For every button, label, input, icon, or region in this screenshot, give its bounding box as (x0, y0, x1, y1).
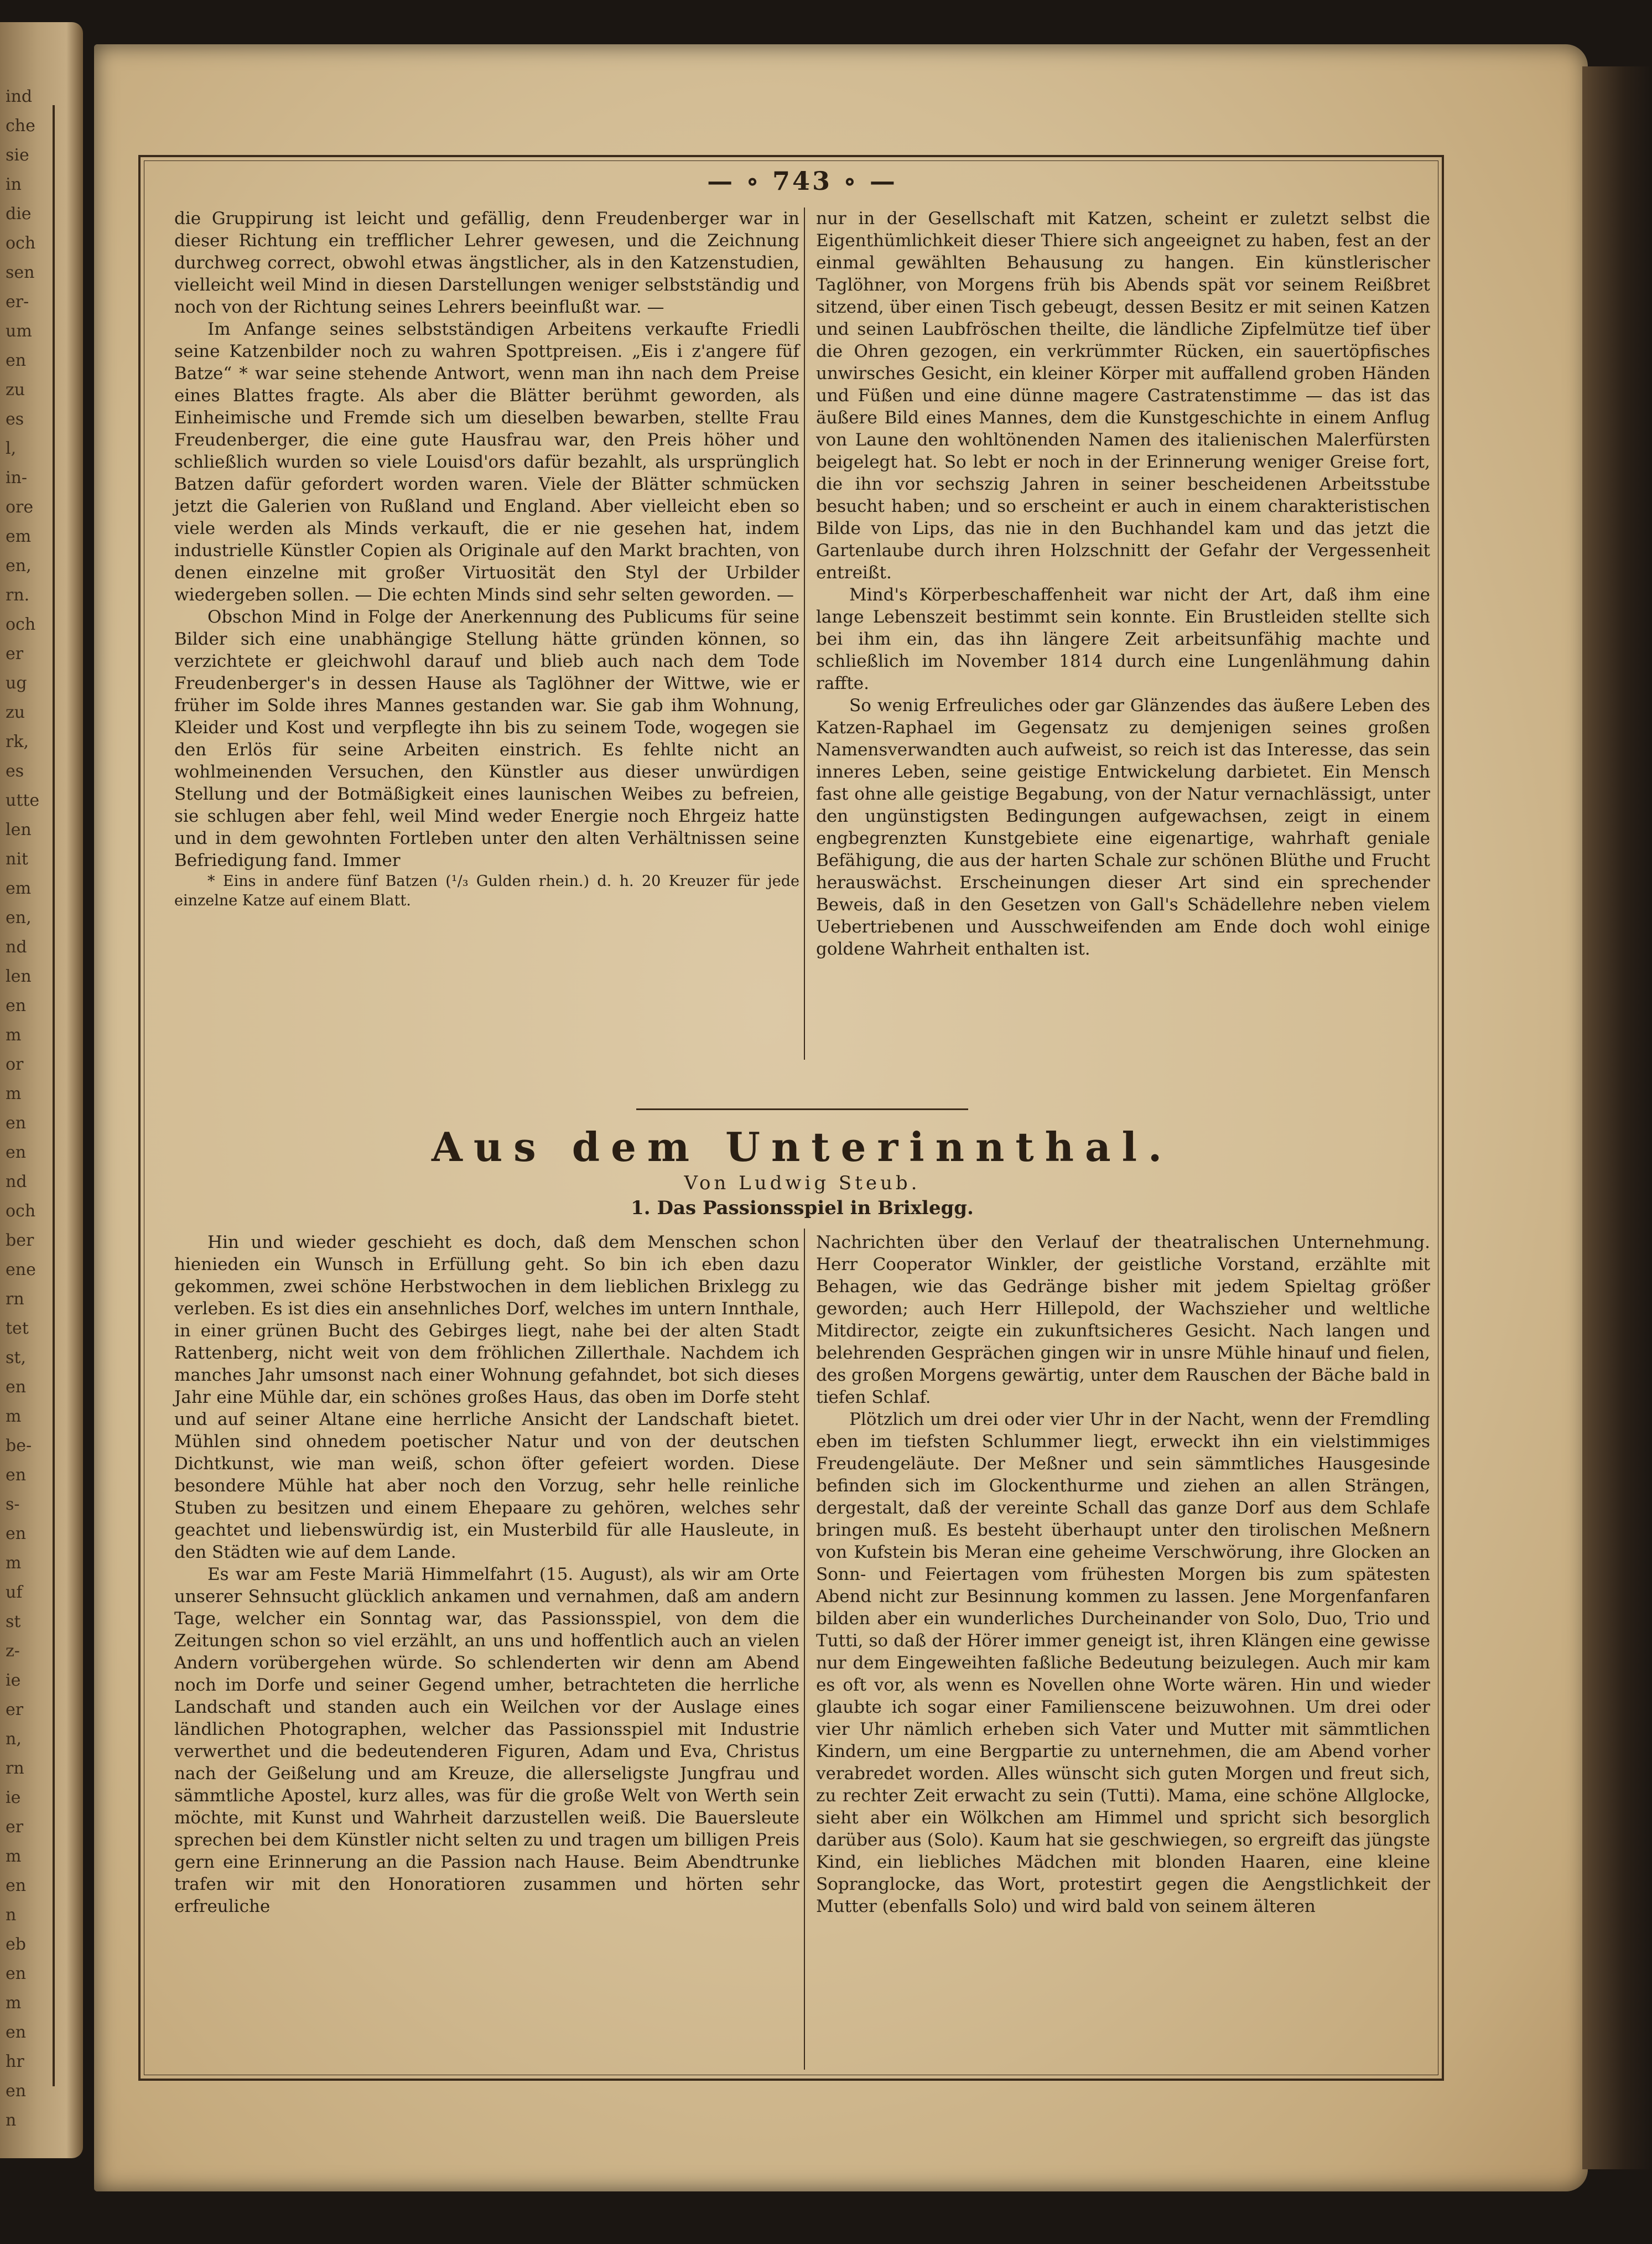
left-page-fragment: z- (6, 1641, 20, 1661)
left-page-fragment: och (6, 1201, 36, 1221)
paragraph: Nachrichten über den Verlauf der theatralischen Unternehmung. Herr Cooperator Winkler, der geistliche Vorstand, erzählte mit Behagen, wie das Gedränge bisher mit jedem Spieltag größer geworden; auch Herr Hillepold, der Wachszieher und weltliche Mitdirector, zeigte ein zukunftsicheres Gesicht. Nach langen und belehrenden Gesprächen gingen wir in unsre Mühle hinauf und fielen, des großen Morgens gewärtig, unter dem Rauschen der Bäche bald in tiefen Schlaf. (816, 1232, 1430, 1407)
left-page-fragment: l, (6, 439, 17, 458)
left-page-fragment: utte (6, 791, 40, 810)
left-page-fragment: tet (6, 1319, 29, 1338)
left-page-fragment: zu (6, 703, 25, 722)
column-divider-bottom (804, 1229, 805, 2070)
left-page-fragment: um (6, 322, 32, 341)
left-page-fragment: en, (6, 908, 32, 927)
page-number: — ∘ 743 ∘ — (707, 166, 897, 196)
left-page-fragment: m (6, 1553, 22, 1573)
left-page-fragment: er (6, 1817, 24, 1837)
left-page-fragment: en (6, 996, 27, 1015)
left-page-fragment: en (6, 1964, 27, 1983)
column-bottom-left (174, 1231, 799, 2061)
left-page-fragment: ber (6, 1231, 34, 1250)
left-page-fragment: sie (6, 146, 29, 165)
article-section-heading: 1. Das Passionsspiel in Brixlegg. (631, 1197, 974, 1219)
column-bottom-right (816, 1231, 1430, 2061)
article-author: Von Ludwig Steub. (684, 1172, 921, 1194)
paragraph: die Gruppirung ist leicht und gefällig, denn Freudenberger war in dieser Richtung ein trefflicher Lehrer gewesen, und die Zeichnung durchweg correct, obwohl etwas ängstlicher, als in den Katzenstudien, vielleicht weil Mind in diesen Darstellungen weniger selbstständig und noch von der Richtung seines Lehrers beeinflußt war. — (174, 209, 799, 317)
left-page-fragment: es (6, 761, 24, 781)
left-page-fragment: m (6, 1407, 22, 1426)
paragraph: Mind's Körperbeschaffenheit war nicht der Art, daß ihm eine lange Lebenszeit bestimmt sein konnte. Ein Brustleiden stellte sich bei ihm ein, das ihn längere Zeit arbeitsunfähig machte und schließlich im November 1814 durch eine Lungenlähmung dahin raffte. (816, 585, 1430, 693)
left-page-fragment: in (6, 175, 22, 194)
left-page-fragment: och (6, 234, 36, 253)
left-page-fragment: m (6, 1084, 22, 1103)
left-page-fragment: en (6, 1143, 27, 1162)
paragraph: Es war am Feste Mariä Himmelfahrt (15. August), als wir am Orte unserer Sehnsucht glücklich ankamen und vernahmen, daß am andern Tage, welcher ein Sonntag war, das Passionsspiel, von dem die Zeitungen schon so viel erzählt, an uns und hoffentlich auch an vielen Andern vorübergehen würde. So schlenderten wir denn am Abend noch im Dorfe und seiner Gegend umher, betrachteten die herrliche Landschaft und standen auch ein Weilchen vor der Auslage eines ländlichen Photographen, welcher das Passionsspiel mit Industrie verwerthet und die bedeutenderen Figuren, Adam und Eva, Christus nach der Geißelung und am Kreuze, die allerseligste Jungfrau und sämmtliche Apostel, kurz alles, was für die große Welt von Werth sein möchte, mit Kunst und Wahrheit darzustellen weiß. Die Bauersleute sprechen bei dem Künstler nicht selten zu und tragen um billigen Preis gern eine Erinnerung an die Passion nach Hause. Beim Abendtrunke trafen wir mit den Honoratioren zusammen und hörten sehr erfreuliche (174, 1564, 799, 1916)
paragraph: nur in der Gesellschaft mit Katzen, scheint er zuletzt selbst die Eigenthümlichkeit dieser Thiere sich angeeignet zu haben, fest an der einmal gewählten Behausung zu hangen. Ein künstlerischer Taglöhner, von Morgens früh bis Abends spät vor seinem Reißbret sitzend, über einen Tisch gebeugt, dessen Besitz er mit seinen Katzen und seinen Laubfröschen theilte, die ländliche Zipfelmütze tief über die Ohren gezogen, ein verkrümmter Rücken, ein sauertöpfisches unwirsches Gesicht, ein kleiner Körper mit auffallend groben Händen und Füßen und eine dünne magere Castratenstimme — das ist das äußere Bild eines Mannes, dem die Kunstgeschichte in einem Anflug von Laune den wohltönenden Namen des italienischen Malerfürsten beigelegt hat. So lebt er noch in der Erinnerung weniger Greise fort, die ihn vor sechszig Jahren in seiner bescheidenen Arbeitsstube besucht haben; und so erscheint er auch in einem charakteristischen Bilde von Lips, das nie in den Buchhandel kam und das jetzt die Gartenlaube durch ihren Holzschnitt der Gefahr der Vergessenheit entreißt. (816, 209, 1430, 583)
left-page-fragment: len (6, 967, 32, 986)
left-page-fragment: en (6, 1465, 27, 1485)
book-edge (1582, 66, 1652, 2169)
left-page-fragment: rn. (6, 585, 30, 605)
paragraph: So wenig Erfreuliches oder gar Glänzendes das äußere Leben des Katzen-Raphael im Gegensatz zu demjenigen seines großen Namensverwandten auch aufweist, so reich ist das Interesse, das sein inneres Leben, seine geistige Entwickelung darbietet. Ein Mensch fast ohne alle geistige Begabung, von der Natur vernachlässigt, unter den ungünstigsten Bedingungen aufgewachsen, zeigt in einem engbegrenzten Kunstgebiete eine eigenartige, wahrhaft geniale Befähigung, die aus der harten Schale zur schönen Blüthe und Frucht herauswächst. Erscheinungen dieser Art sind ein sprechender Beweis, daß in den Gesetzen von Gall's Schädellehre neben vielem Uebertriebenen und Ausschweifenden am Ende doch wohl einige goldene Wahrheit enthalten ist. (816, 696, 1430, 959)
left-page-fragment: eb (6, 1935, 26, 1954)
left-page-fragment: em (6, 879, 32, 898)
left-page-fragment: en (6, 1524, 27, 1543)
left-page-fragment: s- (6, 1495, 20, 1514)
left-page-fragment: che (6, 116, 35, 136)
footnote: * Eins in andere fünf Batzen (¹/₃ Gulden rhein.) d. h. 20 Kreuzer für jede einzelne Katze auf einem Blatt. (174, 873, 799, 909)
left-page-fragment: ene (6, 1260, 36, 1279)
paragraph: Plötzlich um drei oder vier Uhr in der Nacht, wenn der Fremdling eben im tiefsten Schlummer liegt, erweckt ihn ein vielstimmiges Freudengeläute. Der Meßner und sein sämmtliches Hausgesinde befinden sich im Glockenthurme und ziehen an allen Strängen, dergestalt, daß der vereinte Schall das ganze Dorf aus dem Schlafe bringen muß. Es besteht überhaupt unter den tirolischen Meßnern von Kufstein bis Meran eine geheime Verschwörung, ihre Glocken an Sonn- und Feiertagen vom frühesten Morgen bis zum spätesten Abend nicht zur Besinnung kommen zu lassen. Jene Morgenfanfaren bilden aber ein wunderliches Durcheinander von Solo, Duo, Trio und Tutti, so daß der Hörer immer geneigt ist, ihren Klängen eine gewisse nur dem Eingeweihten faßliche Bedeutung beizulegen. Auch mir kam es oft vor, als wenn es Novellen ohne Worte wären. Hin und wieder glaubte ich sogar einer Familienscene beizuwohnen. Um drei oder vier Uhr nämlich erheben sich Vater und Mutter mit sämmtlichen Kindern, um eine Bergpartie zu unternehmen, die am Abend vorher verabredet worden. Alles wünscht sich guten Morgen und freut sich, zu rechter Zeit erwacht zu sein (Tutti). Mama, eine schöne Allglocke, sieht aber ein Wölkchen am Himmel und spricht sich besorglich darüber aus (Solo). Kaum hat sie geschwiegen, so ergreift das jüngste Kind, ein liebliches Mädchen mit blonden Haaren, eine kleine Sopranglocke, das Wort, protestirt gegen die Aengstlichkeit der Mutter (ebenfalls Solo) und wird bald von seinem älteren (816, 1409, 1430, 1916)
left-page-fragment: en (6, 2081, 27, 2101)
column-top-left (174, 208, 799, 1027)
left-page-fragment: ug (6, 673, 27, 693)
left-page-fragment: nit (6, 849, 28, 869)
left-page-fragment: och (6, 615, 36, 634)
left-page-fragment: die (6, 204, 32, 224)
left-page-fragment: or (6, 1055, 24, 1074)
left-page-fragment: rk, (6, 732, 29, 752)
left-page-fragment: len (6, 820, 32, 839)
left-page-fragment: er (6, 644, 24, 664)
article-title: Aus dem Unterinnthal. (431, 1123, 1173, 1170)
left-page-fragment: n (6, 2111, 17, 2130)
left-page-fragment: em (6, 527, 32, 546)
left-page-fragment: ie (6, 1788, 21, 1807)
column-top-right (816, 208, 1430, 1071)
left-page-fragment: nd (6, 937, 27, 957)
left-page-fragment: es (6, 410, 24, 429)
left-page-fragment: ie (6, 1671, 21, 1690)
left-page-fragment: rn (6, 1289, 24, 1309)
left-page-remnant (0, 22, 83, 2158)
left-page-fragment: m (6, 1847, 22, 1866)
left-page-fragment: st, (6, 1348, 26, 1367)
left-page-fragment: uf (6, 1583, 23, 1602)
left-page-fragment: er- (6, 292, 29, 312)
left-page-fragment: ore (6, 497, 34, 517)
left-page-fragment: en (6, 1113, 27, 1133)
left-page-fragment: n, (6, 1729, 22, 1749)
left-page-fragment: rn (6, 1759, 24, 1778)
left-page-fragment: sen (6, 263, 35, 282)
left-page-fragment: en (6, 351, 27, 370)
left-page-fragment: m (6, 1025, 22, 1045)
left-page-fragment: m (6, 1993, 22, 2013)
left-page-fragment: be- (6, 1436, 32, 1455)
left-page-fragment: ind (6, 87, 33, 106)
column-divider-top (804, 208, 805, 1060)
paragraph: Im Anfange seines selbstständigen Arbeitens verkaufte Friedli seine Katzenbilder noch zu wahren Spottpreisen. „Eis i z'angere füf Batze“ * war seine stehende Antwort, wenn man ihn nach dem Preise eines Blattes fragte. Als aber die Blätter berühmt geworden, als Einheimische und Fremde sich um dieselben bewarben, stellte Frau Freudenberger, die eine gute Hausfrau war, den Preis höher und schließlich wurden so viele Louisd'ors dafür bezahlt, als ursprünglich Batzen dafür gefordert worden waren. Viele der Blätter schmücken jetzt die Galerien von Rußland und England. Aber vielleicht eben so viele werden als Minds verkauft, die er nie gesehen hat, indem industrielle Künstler Copien als Originale auf den Markt brachten, von denen einzelne mit großer Virtuosität den Styl der Urbilder wiedergeben sollen. — Die echten Minds sind sehr selten geworden. — (174, 319, 799, 605)
left-page-fragment: nd (6, 1172, 27, 1191)
left-page-fragment: in- (6, 468, 28, 488)
left-page-fragment: zu (6, 380, 25, 400)
left-page-fragment: en (6, 1377, 27, 1397)
left-page-fragment: n (6, 1905, 17, 1925)
paragraph: Hin und wieder geschieht es doch, daß dem Menschen schon hienieden ein Wunsch in Erfüllung geht. So bin ich eben dazu gekommen, zwei schöne Herbstwochen in dem lieblichen Brixlegg zu verleben. Es ist dies ein ansehnliches Dorf, welches im untern Innthale, in einer grünen Bucht des Gebirges liegt, nahe bei der alten Stadt Rattenberg, nicht weit von dem fröhlichen Zillerthale. Nachdem ich manches Jahr umsonst nach einer Wohnung gefahndet, bot sich dieses Jahr eine Mühle dar, ein schönes großes Haus, das oben im Dorfe steht und auf seiner Altane eine herrliche Ansicht der Landschaft bietet. Mühlen sind ohnedem poetischer Natur und von der deutschen Dichtkunst, wie man weiß, schon öfter gefeiert worden. Diese besondere Mühle hat aber noch den Vorzug, sehr helle reinliche Stuben zu besitzen und einem Ehepaare zu gehören, welches sehr geachtet und liebenswürdig ist, ein Musterbild für alle Hausleute, in den Städten wie auf dem Lande. (174, 1232, 799, 1562)
article-separator-rule (636, 1108, 968, 1110)
paragraph: Obschon Mind in Folge der Anerkennung des Publicums für seine Bilder sich eine unabhängige Stellung hätte gründen können, so verzichtete er gleichwohl darauf und blieb auch nach dem Tode Freudenberger's in dessen Hause als Taglöhner der Wittwe, wie er früher im Solde ihres Mannes gestanden war. Sie gab ihm Wohnung, Kleider und Kost und verpflegte ihn bis zu seinem Tode, wogegen sie den Erlös für seine Arbeiten einstrich. Es fehlte nicht an wohlmeinenden Versuchen, den Künstler aus dieser unwürdigen Stellung und der Botmäßigkeit eines launischen Weibes zu befreien, sie schlugen aber fehl, weil Mind weder Energie noch Ehrgeiz hatte und in dem gewohnten Fortleben unter den alten Verhältnissen seine Befriedigung fand. Immer (174, 607, 799, 870)
left-page-fragment: en (6, 1876, 27, 1895)
left-page-fragment: st (6, 1612, 21, 1631)
left-page-column-rule (53, 105, 55, 2086)
left-page-fragment: er (6, 1700, 24, 1719)
left-page-fragment: hr (6, 2052, 24, 2071)
left-page-fragment: en (6, 2023, 27, 2042)
left-page-fragment: en, (6, 556, 32, 576)
